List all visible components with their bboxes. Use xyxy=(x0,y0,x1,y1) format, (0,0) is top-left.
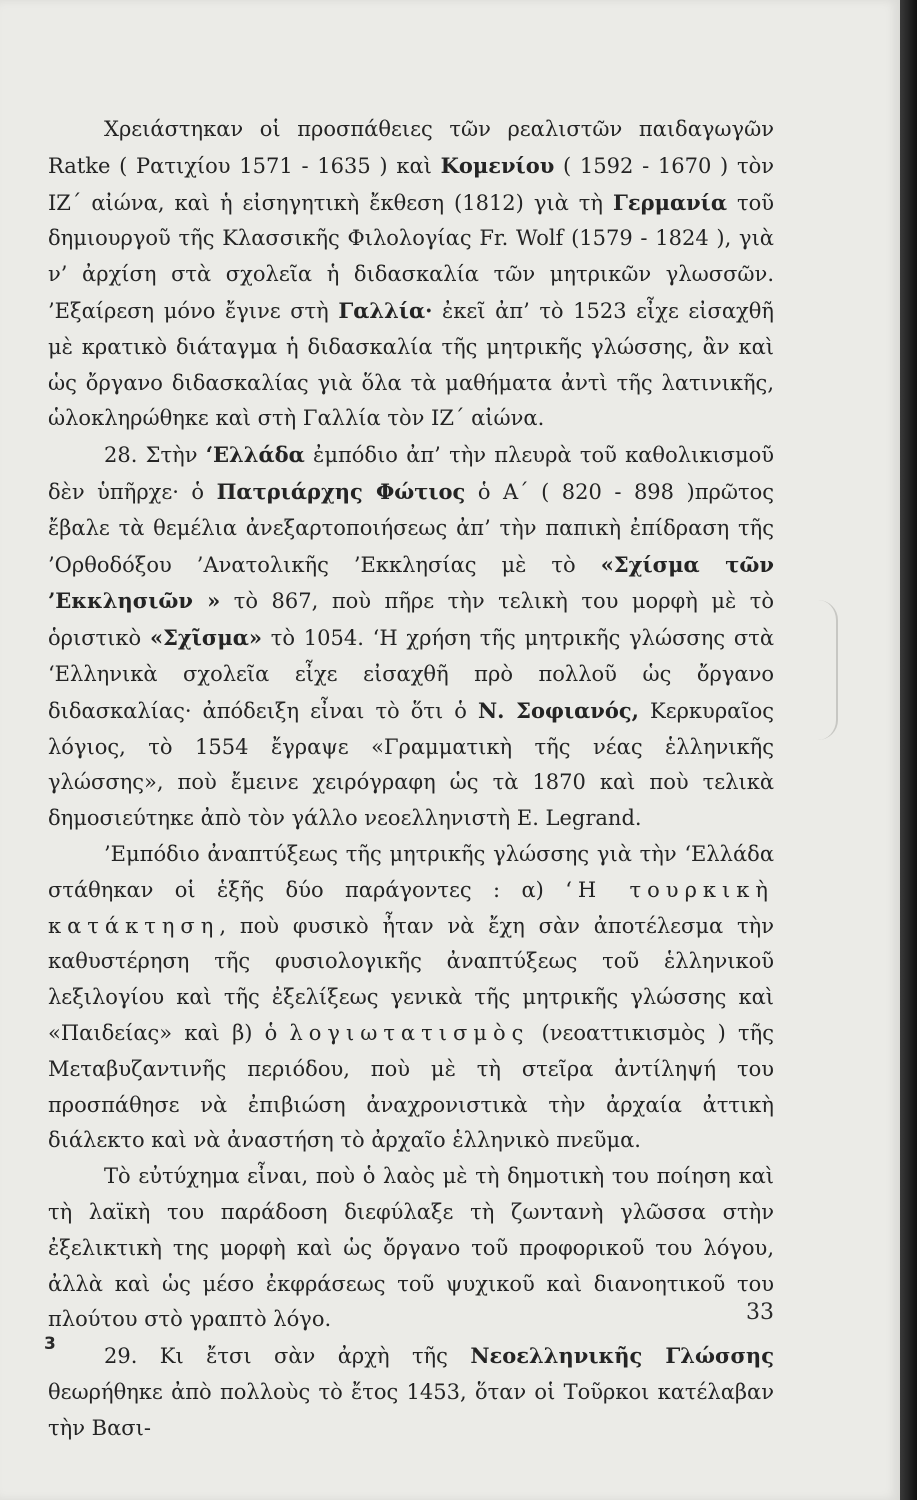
text-run: ὁ Α΄ ( 820 - 898 )πρῶτος ἔβαλε τὰ θεμέλια ἀνεξαρτοποιήσεως ἀπ’ τὴν παπικὴ ἐπίδραση τῆς ’Ορθοδόξου ’Ανατολικῆς ’Εκκλησίας μὲ τὸ xyxy=(48,479,775,577)
paragraph-3 xyxy=(48,837,774,1159)
bold-term: Ν. Σοφιανός, xyxy=(477,697,639,723)
text-run: 29. Κι ἔτσι σὰν ἀρχὴ τῆς xyxy=(104,1344,471,1369)
text-run: ’Εμπόδιο ἀναπτύξεως τῆς μητρικῆς γλώσσης γιὰ τὴν ‘Ελλάδα στάθηκαν οἱ ἑξῆς δύο παράγοντες : α) xyxy=(48,841,774,902)
text-run: (νεοαττικισμὸς ) τῆς Μεταβυζαντινῆς περιόδου, ποὺ μὲ τὴ στεῖρα ἀντίληψή του προσπάθησε νὰ ἐπιβιώση ἀναχρονιστικὰ τὴν ἀρχαία ἀττικὴ διάλεκτο καὶ νὰ ἀναστήση τὸ ἀρχαῖο ἑλληνικὸ πνεῦμα. xyxy=(48,1020,774,1153)
bold-term: Γερμανία xyxy=(612,189,728,215)
bold-term: «Σχῖσμα» xyxy=(149,625,263,651)
text-run: τοῦ δημιουργοῦ τῆς Κλασσικῆς Φιλολογίας Fr. Wolf (1579 - 1824 ), γιὰ ν’ ἀρχίση στὰ σχολεῖα ἡ διδασκαλία τῶν μητρικῶν γλωσσῶν. ’Εξαίρεση μόνο ἔγινε στὴ xyxy=(48,190,775,323)
text-run: τὸ 1054. ‘Η χρήση τῆς μητρικῆς γλώσσης στὰ ‘Ελληνικὰ σχολεῖα εἶχε εἰσαχθῆ πρὸ πολλοῦ ὡς ὄργανο διδασκαλίας· ἀπόδειξη εἶναι τὸ ὅτι ὁ xyxy=(48,626,774,723)
body-text xyxy=(48,112,774,1446)
bold-term: Κομενίου xyxy=(440,152,555,178)
bold-term: «Σχίσμα τῶν ’Εκκλησιῶν » xyxy=(48,551,774,614)
text-run: ἐμπόδιο ἀπ’ τὴν πλευρὰ τοῦ καθολικισμοῦ δὲν ὑπῆρχε· ὁ xyxy=(48,443,775,504)
page-number: 33 xyxy=(746,1300,774,1325)
pencil-margin-mark xyxy=(806,600,838,740)
signature-mark: 3 xyxy=(44,1334,56,1354)
paragraph-2 xyxy=(48,437,774,837)
text-run: ( 1592 - 1670 ) τὸν ΙΖ΄ αἰώνα, καὶ ἡ εἰσηγητικὴ ἔκθεση (1812) γιὰ τὴ xyxy=(48,153,774,215)
paragraph-1 xyxy=(48,112,774,437)
bold-term: Πατριάρχης Φώτιος xyxy=(216,478,466,504)
text-run: , ποὺ φυσικὸ ἦταν νὰ ἔχη σὰν ἀποτέλεσμα τὴν καθυστέρηση τῆς φυσιολογικῆς ἀναπτύξεως τοῦ ἑλληνικοῦ λεξιλογίου καὶ τῆς ἐξελίξεως γενικὰ τῆς μητρικῆς γλώσσης καὶ «Παιδείας» καὶ β) ὁ xyxy=(48,913,774,1045)
text-run: 28. Στὴν xyxy=(104,443,206,468)
text-run: Χρειάστηκαν οἱ προσπάθειες τῶν ρεαλιστῶν παιδαγωγῶν Ratke ( Ρατιχίου 1571 - 1635 ) καὶ xyxy=(48,117,774,178)
page-edge xyxy=(900,0,917,1500)
text-run: θεωρήθηκε ἀπὸ πολλοὺς τὸ ἔτος 1453, ὅταν οἱ Τοῦρκοι κατέλαβαν τὴν Βασι- xyxy=(48,1379,774,1440)
bold-term: Γαλλία· xyxy=(338,297,433,323)
bold-term: ‘Ελλάδα xyxy=(205,442,305,468)
text-run: Κερκυραῖος λόγιος, τὸ 1554 ἔγραψε «Γραμματικὴ τῆς νέας ἑλληνικῆς γλώσσης», ποὺ ἔμεινε χειρόγραφη ὡς τὰ 1870 καὶ ποὺ τελικὰ δημοσιεύτηκε ἀπὸ τὸν γάλλο νεοελληνιστὴ Ε. Legrand. xyxy=(48,698,774,831)
paragraph-5 xyxy=(48,1338,774,1446)
bold-term: Νεοελληνικῆς Γλώσσης xyxy=(470,1343,774,1369)
text-run: τὸ 867, ποὺ πῆρε τὴν τελικὴ του μορφὴ μὲ τὸ ὁριστικὸ xyxy=(48,589,775,651)
spaced-term: ‘Η τουρκικὴ κατάκτηση xyxy=(48,877,774,938)
spaced-term: λογιωτατισμὸς xyxy=(289,1020,530,1045)
paragraph-4: Τὸ εὐτύχημα εἶναι, ποὺ ὁ λαὸς μὲ τὴ δημοτικὴ του ποίηση καὶ τὴ λαϊκὴ του παράδοση διεφύλαξε τὴ ζωντανὴ γλῶσσα στὴν ἐξελικτικὴ της μορφὴ καὶ ὡς ὄργανο τοῦ προφορικοῦ του λόγου, ἀλλὰ καὶ ὡς μέσο ἐκφράσεως τοῦ ψυχικοῦ καὶ διανοητικοῦ του πλούτου στὸ γραπτὸ λόγο. xyxy=(48,1164,774,1332)
text-run: ἐκεῖ ἀπ’ τὸ 1523 εἶχε εἰσαχθῆ μὲ κρατικὸ διάταγμα ἡ διδασκαλία τῆς μητρικῆς γλώσσης, ἂν καὶ ὡς ὄργανο διδασκαλίας γιὰ ὅλα τὰ μαθήματα ἀντὶ τῆς λατινικῆς, ὡλοκληρώθηκε καὶ στὴ Γαλλία τὸν ΙΖ΄ αἰώνα. xyxy=(48,298,775,431)
